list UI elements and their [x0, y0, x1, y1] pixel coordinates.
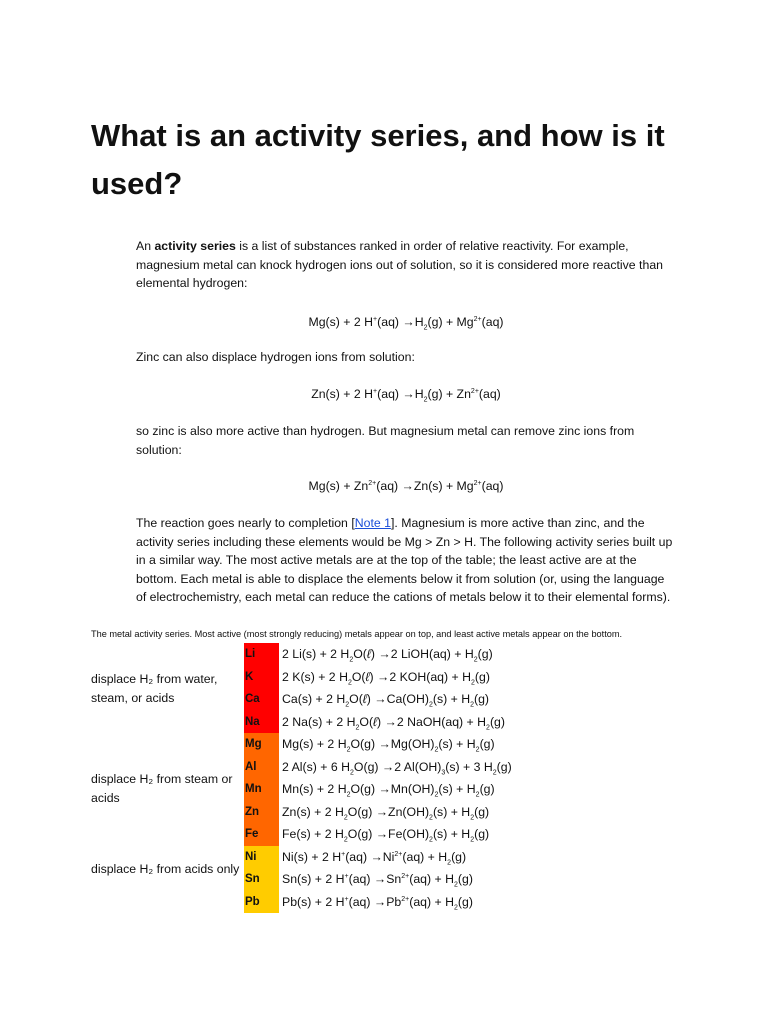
reaction-k: 2 K(s) + 2 $H_2O(\ell) \to 2$ $KOH(aq) + H_2(g)$ — [282, 669, 490, 686]
completion-paragraph: The reaction goes nearly to completion [Note 1]. Magnesium is more active than zinc, and the activity series including these elements would be Mg > Zn > H. The following activity series built up in a similar way. The most active metals are at the top of the table; the least active are at the bottom. Each metal is able to displace the elements below it from solution (or, using the language of electrochemistry, each metal can reduce the cations of metals below it to their elemental forms). — [136, 516, 673, 604]
reaction-al: 2 Al(s) + 6 $H_2O(g) \to 2$ $Al(OH)_3(s) + 3$ $H_2(g)$ — [282, 759, 512, 776]
reaction-sn: Sn(s) + 2 $H^+(aq) \to Sn^{2+}(aq) + H_2(g)$ — [282, 872, 473, 889]
element-symbol-mg: Mg — [244, 733, 279, 756]
reaction-mn: Mn(s) + 2 $H_2O(g) \to Mn(OH)_2(s) + H_2(g)$ — [282, 782, 495, 799]
element-symbol-na: Na — [244, 711, 279, 734]
equation-mg-h: Mg(s) + 2 $H^+(aq) \to H_2(g) + Mg^{2+}(aq)$ — [308, 315, 504, 332]
note-1-link[interactable]: Note 1 — [354, 516, 391, 530]
reaction-pb: Pb(s) + 2 $H^+(aq) \to Pb^{2+}(aq) + H_2(g)$ — [282, 894, 473, 911]
element-symbol-pb: Pb — [244, 891, 279, 914]
reaction-zn: Zn(s) + 2 $H_2O(g) \to Zn(OH)_2(s) + H_2(g)$ — [282, 804, 490, 821]
element-symbol-fe: Fe — [244, 823, 279, 846]
zinc-paragraph: Zinc can also displace hydrogen ions from solution: — [136, 350, 415, 364]
zinc-active-paragraph: so zinc is also more active than hydrogen. But magnesium metal can remove zinc ions from solution: — [136, 424, 635, 457]
element-symbol-mn: Mn — [244, 778, 279, 801]
reaction-mg: Mg(s) + 2 $H_2O(g) \to Mg(OH)_2(s) + H_2(g)$ — [282, 737, 495, 754]
equation-mg-zn: $Mg(s) + Zn^{2+}(aq) \to Zn(s) + Mg^{2+}(aq)$ — [308, 479, 504, 493]
element-symbol-ca: Ca — [244, 688, 279, 711]
page-title: What is an activity series, and how is it used? — [91, 118, 665, 201]
group-label-acids: displace H₂ from acids only — [91, 862, 240, 876]
element-symbol-k: K — [244, 666, 279, 689]
element-symbol-li: Li — [244, 643, 279, 666]
intro-paragraph: An activity series is a list of substances ranked in order of relative reactivity. For example, magnesium metal can knock hydrogen ions out of solution, so it is considered more reactive than elemental hydrogen: — [136, 239, 663, 290]
group-label-water: displace H₂ from water, steam, or acids — [91, 672, 218, 705]
equation-zn-h: Zn(s) + 2 $H^+(aq) \to H_2(g) + Zn^{2+}(aq)$ — [311, 387, 501, 404]
reaction-ni: Ni(s) + 2 $H^+(aq) \to Ni^{2+}(aq) + H_2(g)$ — [282, 849, 467, 866]
element-symbol-al: Al — [244, 756, 279, 779]
element-symbol-ni: Ni — [244, 846, 279, 869]
table-caption: The metal activity series. Most active (most strongly reducing) metals appear on top, and least active metals appear on the bottom. — [91, 629, 623, 639]
element-symbol-zn: Zn — [244, 801, 279, 824]
element-symbol-sn: Sn — [244, 868, 279, 891]
reaction-fe: Fe(s) + 2 $H_2O(g) \to Fe(OH)_2(s) + H_2(g)$ — [282, 827, 490, 844]
activity-series-term: activity series — [154, 239, 236, 253]
reaction-ca: Ca(s) + 2 $H_2O(\ell) \to Ca(OH)_2(s) + H_2(g)$ — [282, 692, 490, 709]
reaction-na: 2 Na(s) + 2 $H_2O(\ell) \to 2$ NaOH(aq) + $H_2(g)$ — [282, 714, 505, 731]
group-label-steam: displace H₂ from steam or acids — [91, 772, 233, 805]
reaction-li: 2 Li(s) + 2 $H_2O(\ell) \to 2$ LiOH(aq) + $H_2(g)$ — [282, 647, 493, 664]
